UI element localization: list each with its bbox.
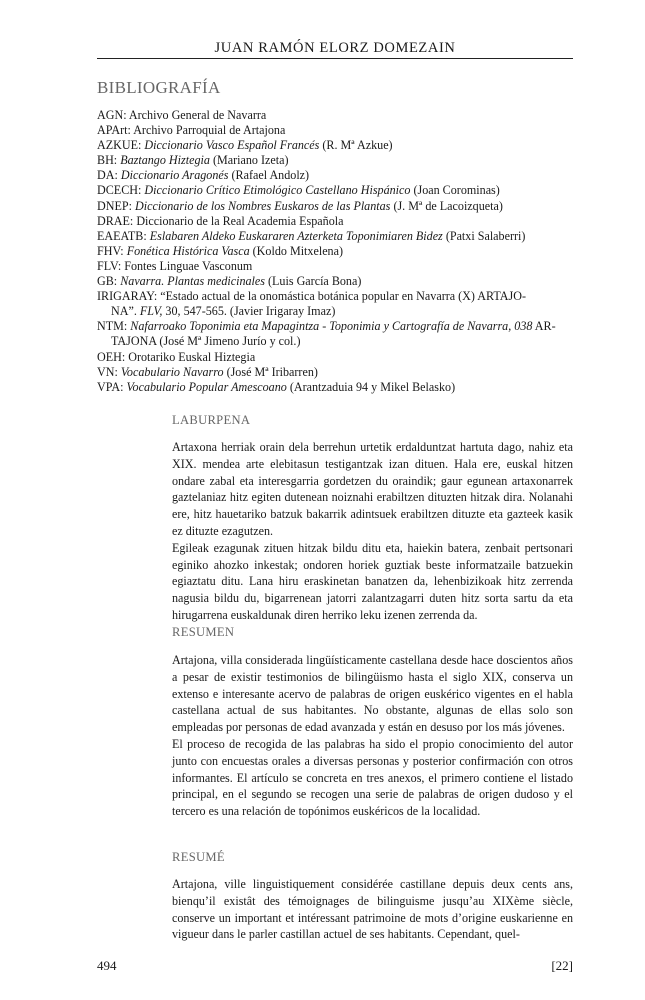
- resume-title: RESUMÉ: [172, 850, 225, 864]
- resumen-title: RESUMEN: [172, 625, 235, 639]
- bib-entry: NTM: Nafarroako Toponimia eta Mapagintza - Toponimia y Cartografía de Navarra, 038 AR- TAJONA (José Mª Jimeno Jurío y col.): [97, 319, 556, 349]
- paragraph: El proceso de recogida de las palabras ha sido el propio conocimiento del autor junto con encuestas orales a diversas personas y posterior confirmación con otros informantes. El artículo se concreta en tres anexos, el primero contiene el listado principal, en el segundo se recogen una serie de palabras de origen dudoso y el tercero es una relación de topónimos euskéricos de la localidad.: [172, 736, 573, 819]
- paragraph: Egileak ezagunak zituen hitzak bildu ditu eta, haiekin batera, zenbait pertsonari eginiko ahozko inkestak; ondoren horiek guztiak beste informatzaile batzuekin egiaztatu ditu. Lana hiru eraskinetan banatzen da, lehenbizikoak hitz zerrenda nagusia bildu du, bigarrenean jatorri zalantzagarri duten hitz sorta sartu da eta hirugarrena euskaldunak diren herriko leku izenen zerrenda da.: [172, 540, 573, 622]
- bib-entry: OEH: Orotariko Euskal Hiztegia: [97, 349, 256, 364]
- running-header: JUAN RAMÓN ELORZ DOMEZAIN: [214, 40, 456, 56]
- bib-entry: APArt: Archivo Parroquial de Artajona: [97, 123, 286, 138]
- resume-body: [172, 876, 573, 943]
- laburpena-title: LABURPENA: [172, 413, 251, 427]
- header-rule: [97, 58, 573, 59]
- bib-entry: AZKUE: Diccionario Vasco Español Francés (R. Mª Azkue): [97, 138, 393, 153]
- bibliography-title: BIBLIOGRAFÍA: [97, 78, 221, 97]
- bib-entry: EAEATB: Eslabaren Aldeko Euskararen Azterketa Toponimiaren Bidez (Patxi Salaberri): [97, 228, 526, 243]
- resumen-body: [172, 652, 573, 820]
- laburpena-body: [172, 439, 573, 624]
- bibliography-list: [97, 108, 573, 395]
- bib-entry: VPA: Vocabulario Popular Amescoano (Arantzaduia 94 y Mikel Belasko): [97, 379, 456, 394]
- bib-entry: DNEP: Diccionario de los Nombres Euskaros de las Plantas (J. Mª de Lacoizqueta): [97, 198, 503, 213]
- bib-entry: BH: Baztango Hiztegia (Mariano Izeta): [97, 153, 289, 168]
- paragraph: Artajona, ville linguistiquement considérée castillane depuis deux cents ans, bienqu’il existât des témoignages de bilinguisme jusqu’au XIXème siècle, conserve un important et intéressant patrimoine de mots d’origine euskarienne en vigueur dans le parler castillan actuel de ses habitants. Cependant, quel-: [172, 877, 573, 942]
- page-number: 494: [97, 958, 117, 973]
- bib-entry: IRIGARAY: “Estado actual de la onomástica botánica popular en Navarra (X) ARTAJO- NA”. FLV, 30, 547-565. (Javier Irigaray Imaz): [97, 289, 526, 319]
- bib-entry: DCECH: Diccionario Crítico Etimológico Castellano Hispánico (Joan Corominas): [97, 183, 500, 198]
- bib-entry: FHV: Fonética Histórica Vasca (Koldo Mitxelena): [97, 243, 343, 258]
- paragraph: Artaxona herriak orain dela berrehun urtetik erdalduntzat hartuta dago, nahiz eta XIX. mendea arte elebitasun testigantzak izan dituen. Hala ere, euskal hitzen ondare zabal eta interesgarria gordetzen du oraindik; gaur egunean artaxonarrek gaztelaniaz hitz egiten dutenean noiznahi erabiltzen dituzten hitzak dira. Nolanahi ere, hitz hauetariko batzuk bakarrik adintsuek erabiltzen dituzte eta gazteek kasik ez dituzte ezagutzen.: [172, 440, 573, 538]
- paragraph: Artajona, villa considerada lingüísticamente castellana desde hace doscientos años a pesar de existir testimonios de bilingüismo hasta el siglo XIX, conserva un extenso e interesante acervo de palabras de origen euskérico vigentes en el habla castellana actual de sus habitantes. No obstante, algunas de ellas solo son empleadas por personas de edad avanzada y están en desuso por los más jóvenes.: [172, 653, 573, 735]
- bib-entry: FLV: Fontes Linguae Vasconum: [97, 258, 253, 273]
- bib-entry: GB: Navarra. Plantas medicinales (Luis García Bona): [97, 274, 362, 289]
- bib-entry: DRAE: Diccionario de la Real Academia Española: [97, 213, 344, 228]
- bib-entry: DA: Diccionario Aragonés (Rafael Andolz): [97, 168, 310, 183]
- bib-entry: AGN: Archivo General de Navarra: [97, 108, 267, 122]
- bib-entry: VN: Vocabulario Navarro (José Mª Iribarren): [97, 364, 318, 379]
- page-reference: [22]: [551, 958, 573, 973]
